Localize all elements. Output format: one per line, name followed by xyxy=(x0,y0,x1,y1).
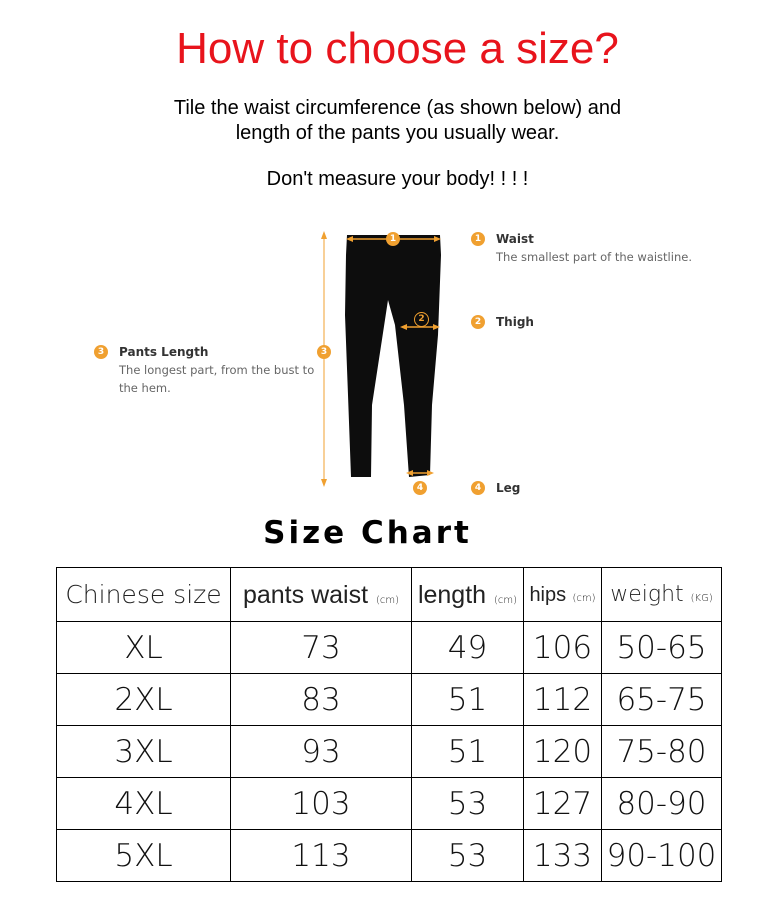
cell-hips: 112 xyxy=(524,674,602,726)
cell-length: 51 xyxy=(412,726,524,778)
waist-marker-icon: 1 xyxy=(386,232,400,246)
header-chinese-size xyxy=(57,568,231,622)
size-chart-table xyxy=(56,567,722,882)
cell-waist: 103 xyxy=(231,778,412,830)
header-weight xyxy=(602,568,722,622)
leg-label-icon: 4 xyxy=(471,481,485,495)
header-unit: (cm) xyxy=(572,593,596,604)
waist-label: Waist xyxy=(496,232,534,246)
instruction-line-1: Tile the waist circumference (as shown below) and xyxy=(173,97,622,119)
thigh-marker-icon: 2 xyxy=(414,312,429,327)
cell-waist: 93 xyxy=(231,726,412,778)
cell-hips: 120 xyxy=(524,726,602,778)
cell-length: 53 xyxy=(412,778,524,830)
cell-size: 2XL xyxy=(57,674,231,726)
length-marker-icon: 3 xyxy=(317,345,331,359)
table-row xyxy=(57,726,722,778)
cell-size: 5XL xyxy=(57,830,231,882)
thigh-label: Thigh xyxy=(496,315,534,329)
length-description-2: the hem. xyxy=(119,381,171,395)
table-row xyxy=(57,778,722,830)
cell-weight: 75-80 xyxy=(602,726,722,778)
warning-text: Don't measure your body! ! ! ! xyxy=(266,168,529,190)
header-label: weight xyxy=(610,582,684,607)
length-label-icon: 3 xyxy=(94,345,108,359)
cell-hips: 106 xyxy=(524,622,602,674)
header-pants-waist xyxy=(231,568,412,622)
length-label: Pants Length xyxy=(119,345,209,359)
cell-size: XL xyxy=(57,622,231,674)
table-row xyxy=(57,674,722,726)
table-row xyxy=(57,622,722,674)
header-unit: (cm) xyxy=(494,594,518,606)
waist-description: The smallest part of the waistline. xyxy=(496,250,692,264)
table-row xyxy=(57,830,722,882)
header-hips xyxy=(524,568,602,622)
cell-weight: 80-90 xyxy=(602,778,722,830)
header-unit: (KG) xyxy=(690,593,713,604)
size-chart-title: Size Chart xyxy=(263,515,472,551)
page-title: How to choose a size? xyxy=(176,24,619,73)
cell-size: 4XL xyxy=(57,778,231,830)
cell-length: 51 xyxy=(412,674,524,726)
cell-length: 53 xyxy=(412,830,524,882)
cell-length: 49 xyxy=(412,622,524,674)
header-label: length xyxy=(417,580,487,609)
instruction-line-2: length of the pants you usually wear. xyxy=(235,122,560,144)
measurement-diagram xyxy=(0,215,780,505)
cell-size: 3XL xyxy=(57,726,231,778)
cell-waist: 73 xyxy=(231,622,412,674)
cell-hips: 127 xyxy=(524,778,602,830)
cell-waist: 83 xyxy=(231,674,412,726)
header-length xyxy=(412,568,524,622)
thigh-label-icon: 2 xyxy=(471,315,485,329)
table-header-row xyxy=(57,568,722,622)
leg-label: Leg xyxy=(496,481,521,495)
cell-weight: 50-65 xyxy=(602,622,722,674)
waist-label-icon: 1 xyxy=(471,232,485,246)
cell-weight: 90-100 xyxy=(602,830,722,882)
header-label: hips xyxy=(529,584,567,606)
leg-marker-icon: 4 xyxy=(413,481,427,495)
length-description-1: The longest part, from the bust to xyxy=(119,363,315,377)
header-label: pants waist xyxy=(242,580,369,609)
cell-hips: 133 xyxy=(524,830,602,882)
cell-weight: 65-75 xyxy=(602,674,722,726)
header-label: Chinese size xyxy=(65,580,222,609)
header-unit: (cm) xyxy=(375,594,400,606)
cell-waist: 113 xyxy=(231,830,412,882)
